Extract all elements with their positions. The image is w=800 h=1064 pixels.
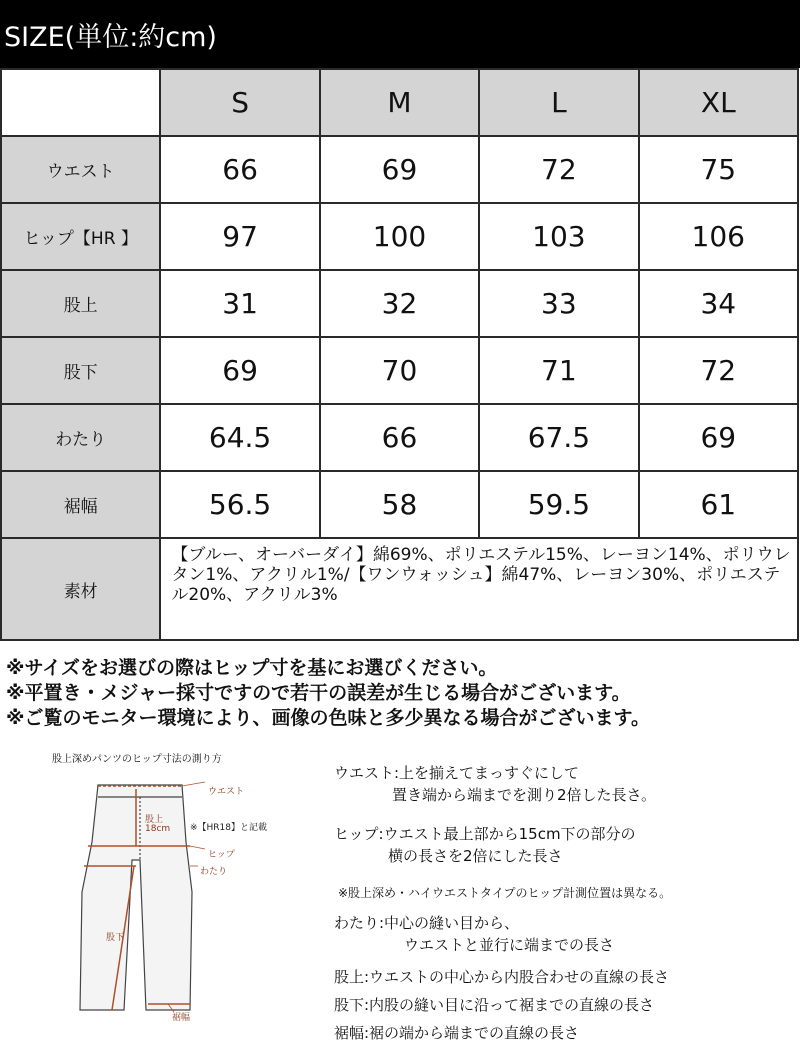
table-row (1, 471, 798, 538)
title-bar (0, 0, 800, 68)
diagram-label-hem: 裾幅 (172, 1013, 191, 1023)
definition-hem: 裾幅:裾の端から端までの直線の長さ (334, 1024, 580, 1042)
diagram-label-hip: ヒップ (208, 850, 235, 860)
row-label-hem: 裾幅 (1, 471, 160, 538)
cell-value: 34 (639, 270, 798, 337)
note-line: ※サイズをお選びの際はヒップ寸を基にお選びください。 (6, 657, 498, 679)
measurement-diagram (0, 742, 330, 1064)
material-row (1, 538, 798, 640)
row-label-thigh: わたり (1, 404, 160, 471)
corner-cell (1, 69, 160, 136)
definition-line: 置き端から端までを測り2倍した長さ。 (392, 786, 656, 804)
definition-hip (334, 823, 636, 867)
cell-value: 33 (479, 270, 638, 337)
cell-value: 69 (320, 136, 479, 203)
diagram-label-hr-note: ※【HR18】と記載 (190, 823, 268, 833)
diagram-caption: 股上深めパンツのヒップ寸法の測り方 (52, 754, 222, 765)
table-row (1, 203, 798, 270)
cell-value: 31 (160, 270, 319, 337)
cell-value: 69 (160, 337, 319, 404)
size-header-s: S (160, 69, 319, 136)
row-label-waist: ウエスト (1, 136, 160, 203)
material-text: 【ブルー、オーバーダイ】綿69%、ポリエステル15%、レーヨン14%、ポリウレタン1%、アクリル1%/【ワンウォッシュ】綿47%、レーヨン30%、ポリエステル20%、アクリル3% (160, 538, 798, 640)
size-table (0, 68, 799, 641)
cell-value: 75 (639, 136, 798, 203)
diagram-label-rise: 股上 (145, 815, 164, 825)
cell-value: 100 (320, 203, 479, 270)
definition-line: ヒップ:ウエスト最上部から15cm下の部分の (334, 825, 636, 843)
row-label-hip: ヒップ【HR 】 (1, 203, 160, 270)
row-label-inseam: 股下 (1, 337, 160, 404)
pants-illustration (0, 742, 330, 1064)
table-row (1, 270, 798, 337)
cell-value: 66 (160, 136, 319, 203)
definition-line: わたり:中心の縫い目から、 (334, 914, 520, 932)
cell-value: 72 (479, 136, 638, 203)
definition-waist (334, 762, 656, 806)
cell-value: 69 (639, 404, 798, 471)
definition-thigh (334, 912, 614, 956)
size-header-xl: XL (639, 69, 798, 136)
note-line: ※ご覧のモニター環境により、画像の色味と多少異なる場合がございます。 (6, 707, 650, 729)
definition-hip-note: ※股上深め・ハイウエストタイプのヒップ計測位置は異なる。 (338, 886, 672, 900)
diagram-label-waist: ウエスト (208, 787, 245, 797)
table-row (1, 404, 798, 471)
row-label-material: 素材 (1, 538, 160, 640)
table-row (1, 136, 798, 203)
definition-line: ウエスト:上を揃えてまっすぐにして (334, 764, 580, 782)
size-notes (6, 656, 650, 731)
row-label-rise: 股上 (1, 270, 160, 337)
cell-value: 59.5 (479, 471, 638, 538)
size-table-title: SIZE(単位:約cm) (4, 21, 217, 53)
size-header-l: L (479, 69, 638, 136)
note-line: ※平置き・メジャー採寸ですので若干の誤差が生じる場合がございます。 (6, 682, 631, 704)
definition-line: 横の長さを2倍にした長さ (388, 847, 563, 865)
size-header-row (1, 69, 798, 136)
definition-inseam: 股下:内股の縫い目に沿って裾までの直線の長さ (334, 996, 655, 1014)
size-header-m: M (320, 69, 479, 136)
cell-value: 97 (160, 203, 319, 270)
cell-value: 67.5 (479, 404, 638, 471)
diagram-label-rise-cm: 18cm (145, 824, 171, 834)
cell-value: 64.5 (160, 404, 319, 471)
diagram-label-thigh: わたり (200, 867, 228, 877)
diagram-label-inseam: 股下 (106, 933, 125, 943)
cell-value: 58 (320, 471, 479, 538)
cell-value: 66 (320, 404, 479, 471)
cell-value: 71 (479, 337, 638, 404)
cell-value: 61 (639, 471, 798, 538)
cell-value: 70 (320, 337, 479, 404)
definition-line: ウエストと並行に端までの長さ (404, 936, 615, 954)
cell-value: 32 (320, 270, 479, 337)
cell-value: 72 (639, 337, 798, 404)
definition-rise: 股上:ウエストの中心から内股合わせの直線の長さ (334, 968, 670, 986)
cell-value: 56.5 (160, 471, 319, 538)
cell-value: 106 (639, 203, 798, 270)
table-row (1, 337, 798, 404)
cell-value: 103 (479, 203, 638, 270)
